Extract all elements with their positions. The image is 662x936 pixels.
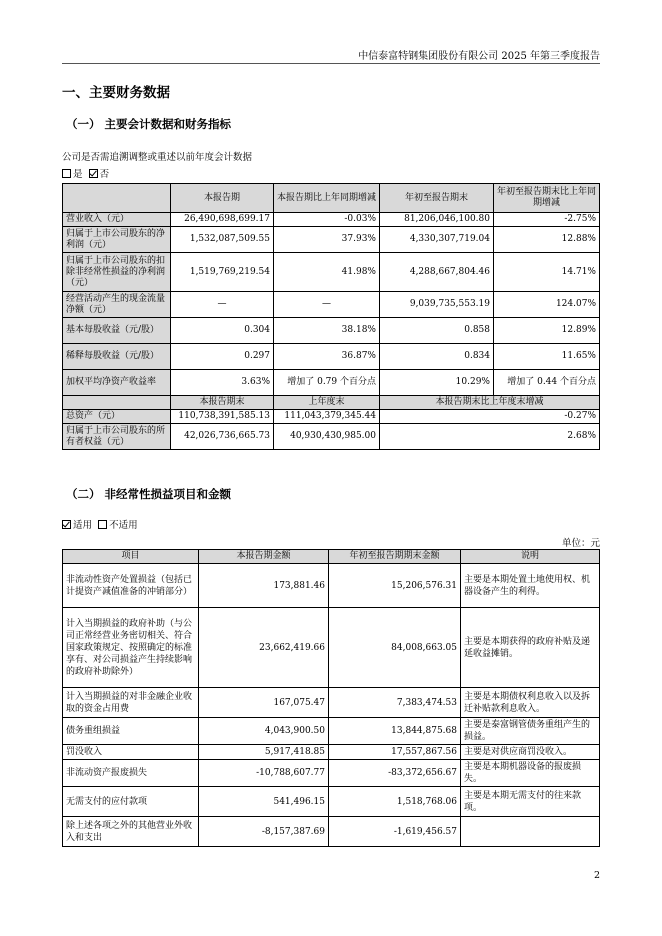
header-cell: 项目 <box>63 550 199 564</box>
item-label: 计入当期损益的政府补助（与公司正常经营业务密切相关、符合国家政策规定、按照确定的标准享有、对公司损益产生持续影响的政府补助除外） <box>63 608 199 688</box>
table-row <box>63 718 600 745</box>
table-row <box>63 370 600 396</box>
row-label: 归属于上市公司股东的扣除非经常性损益的净利润（元） <box>63 253 171 292</box>
cell-value: -1,619,456.57 <box>329 817 461 847</box>
item-label: 计入当期损益的对非金融企业收取的资金占用费 <box>63 688 199 718</box>
header-cell: 本报告期金额 <box>199 550 329 564</box>
checkbox-yes <box>62 169 71 178</box>
item-note: 主要是本期无需支付的往来款项。 <box>461 787 600 817</box>
checkbox-applicable-checked <box>62 520 71 529</box>
table-header-row <box>63 184 600 213</box>
cell-value: 4,288,667,804.46 <box>380 253 494 292</box>
restatement-question: 公司是否需追溯调整或重述以前年度会计数据 <box>62 152 253 163</box>
cell-value: 40,930,430,985.00 <box>274 424 380 450</box>
table-row <box>63 424 600 450</box>
cell-value: 9,039,735,553.19 <box>380 292 494 318</box>
item-note: 主要是本期债权利息收入以及拆迁补贴款利息收入。 <box>461 688 600 718</box>
header-divider <box>62 63 600 64</box>
cell-value: 0.834 <box>380 344 494 370</box>
header-cell: 本报告期末 <box>171 396 274 410</box>
cell-value: 0.304 <box>171 318 274 344</box>
cell-value: 36.87% <box>274 344 380 370</box>
table-row <box>63 787 600 817</box>
table-row <box>63 344 600 370</box>
row-label: 营业收入（元） <box>63 213 171 227</box>
cell-value: 81,206,046,100.80 <box>380 213 494 227</box>
cell-value: 26,490,698,699.17 <box>171 213 274 227</box>
cell-value: 增加了 0.79 个百分点 <box>274 370 380 396</box>
cell-value: 84,008,663.05 <box>329 608 461 688</box>
item-label: 债务重组损益 <box>63 718 199 745</box>
cell-value: 1,518,768.06 <box>329 787 461 817</box>
cell-value: 4,043,900.50 <box>199 718 329 745</box>
table-row <box>63 760 600 787</box>
table-row <box>63 745 600 760</box>
cell-value: 173,881.46 <box>199 564 329 608</box>
cell-value: 167,075.47 <box>199 688 329 718</box>
table-row <box>63 227 600 253</box>
row-label: 经营活动产生的现金流量净额（元） <box>63 292 171 318</box>
cell-value: 110,738,391,585.13 <box>171 410 274 424</box>
option-not-applicable-label: 不适用 <box>109 520 138 531</box>
header-cell: 上年度末 <box>274 396 380 410</box>
cell-value: -10,788,607.77 <box>199 760 329 787</box>
cell-value: 17,557,867.56 <box>329 745 461 760</box>
item-label: 非流动性资产处置损益（包括已计提资产减值准备的冲销部分） <box>63 564 199 608</box>
header-cell: 本报告期末比上年度末增减 <box>380 396 600 410</box>
item-note: 主要是本期获得的政府补贴及递延收益摊销。 <box>461 608 600 688</box>
cell-value: 14.71% <box>494 253 600 292</box>
cell-value: 3.63% <box>171 370 274 396</box>
table-row <box>63 817 600 847</box>
header-cell: 本报告期 <box>171 184 274 213</box>
item-label: 罚没收入 <box>63 745 199 760</box>
table-row <box>63 564 600 608</box>
row-label: 基本每股收益（元/股） <box>63 318 171 344</box>
table-subheader-row <box>63 396 600 410</box>
header-cell: 年初至报告期期末金额 <box>329 550 461 564</box>
cell-value: 4,330,307,719.04 <box>380 227 494 253</box>
cell-value: 23,662,419.66 <box>199 608 329 688</box>
cell-value: 11.65% <box>494 344 600 370</box>
table-row <box>63 292 600 318</box>
item-note: 主要是本期机器设备的报废损失。 <box>461 760 600 787</box>
table-row <box>63 410 600 424</box>
nonrecurring-table <box>62 549 600 847</box>
table-row <box>63 213 600 227</box>
cell-value: — <box>171 292 274 318</box>
cell-value: 0.858 <box>380 318 494 344</box>
applicability-options <box>62 517 138 531</box>
cell-value: 1,519,769,219.54 <box>171 253 274 292</box>
cell-value: 41.98% <box>274 253 380 292</box>
restatement-options <box>62 166 109 180</box>
row-label: 加权平均净资产收益率 <box>63 370 171 396</box>
cell-value: 42,026,736,665.73 <box>171 424 274 450</box>
item-label: 除上述各项之外的其他营业外收入和支出 <box>63 817 199 847</box>
header-cell: 年初至报告期末 <box>380 184 494 213</box>
table-row <box>63 318 600 344</box>
item-note: 主要是对供应商罚没收入。 <box>461 745 600 760</box>
header-cell: 年初至报告期末比上年同期增减 <box>494 184 600 213</box>
cell-value: 12.88% <box>494 227 600 253</box>
header-blank <box>63 184 171 213</box>
header-blank <box>63 396 171 410</box>
option-applicable-label: 适用 <box>73 520 93 531</box>
item-label: 非流动资产报废损失 <box>63 760 199 787</box>
cell-value: 0.297 <box>171 344 274 370</box>
report-header: 中信泰富特钢集团股份有限公司 2025 年第三季度报告 <box>358 51 600 62</box>
table-row <box>63 688 600 718</box>
page-number: 2 <box>593 870 600 881</box>
cell-value: 37.93% <box>274 227 380 253</box>
cell-value: 124.07% <box>494 292 600 318</box>
cell-value: 增加了 0.44 个百分点 <box>494 370 600 396</box>
cell-value: -8,157,387.69 <box>199 817 329 847</box>
cell-value: 12.89% <box>494 318 600 344</box>
key-financial-table <box>62 183 600 450</box>
item-label: 无需支付的应付款项 <box>63 787 199 817</box>
item-note <box>461 817 600 847</box>
subsection-title-nonrecurring: （二） 非经常性损益项目和金额 <box>66 487 232 501</box>
cell-value: 5,917,418.85 <box>199 745 329 760</box>
header-cell: 本报告期比上年同期增减 <box>274 184 380 213</box>
cell-value: -83,372,656.67 <box>329 760 461 787</box>
row-label: 归属于上市公司股东的所有者权益（元） <box>63 424 171 450</box>
section-title: 一、主要财务数据 <box>62 85 170 101</box>
table-row <box>63 608 600 688</box>
cell-value: 7,383,474.53 <box>329 688 461 718</box>
row-label: 稀释每股收益（元/股） <box>63 344 171 370</box>
cell-value: -2.75% <box>494 213 600 227</box>
unit-label: 单位：元 <box>561 538 600 549</box>
cell-value: 111,043,379,345.44 <box>274 410 380 424</box>
item-note: 主要是泰富钢管债务重组产生的损益。 <box>461 718 600 745</box>
cell-value: 2.68% <box>380 424 600 450</box>
header-cell: 说明 <box>461 550 600 564</box>
cell-value: 10.29% <box>380 370 494 396</box>
cell-value: 541,496.15 <box>199 787 329 817</box>
item-note: 主要是本期处置土地使用权、机器设备产生的利得。 <box>461 564 600 608</box>
checkbox-no-checked <box>89 169 98 178</box>
table-row <box>63 253 600 292</box>
cell-value: -0.03% <box>274 213 380 227</box>
cell-value: 15,206,576.31 <box>329 564 461 608</box>
checkbox-not-applicable <box>98 520 107 529</box>
cell-value: 38.18% <box>274 318 380 344</box>
table-header-row <box>63 550 600 564</box>
cell-value: 1,532,087,509.55 <box>171 227 274 253</box>
cell-value: -0.27% <box>380 410 600 424</box>
cell-value: — <box>274 292 380 318</box>
option-yes-label: 是 <box>73 169 83 180</box>
option-no-label: 否 <box>99 169 110 180</box>
subsection-title-accounting: （一） 主要会计数据和财务指标 <box>66 117 232 131</box>
cell-value: 13,844,875.68 <box>329 718 461 745</box>
row-label: 总资产（元） <box>63 410 171 424</box>
row-label: 归属于上市公司股东的净利润（元） <box>63 227 171 253</box>
